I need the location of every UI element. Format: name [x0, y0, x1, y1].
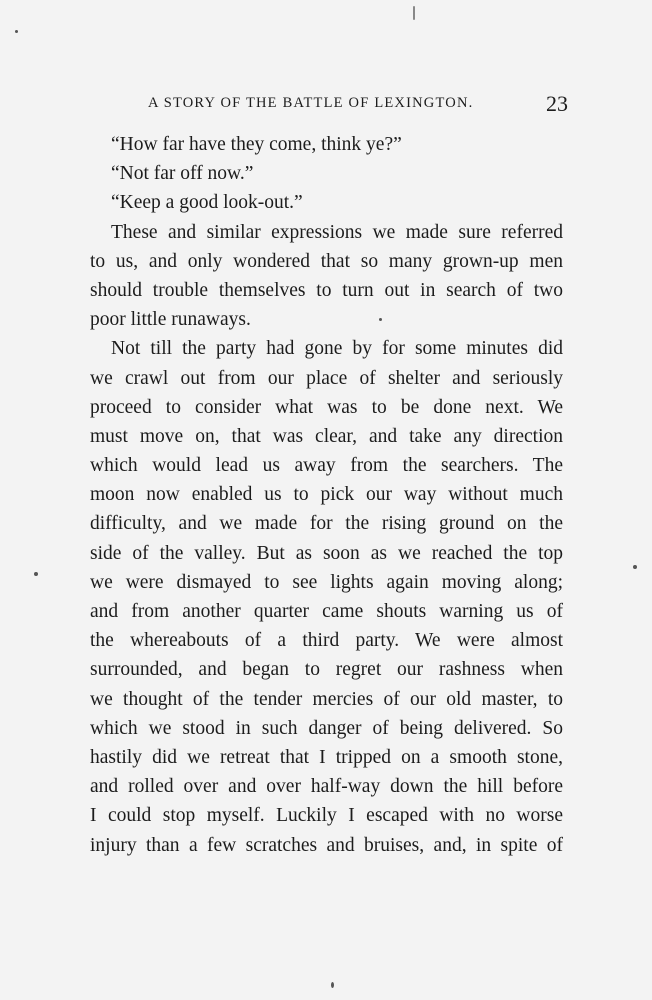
running-title: A STORY OF THE BATTLE OF LEXINGTON.: [148, 95, 474, 111]
text-line: “Keep a good look-out.”: [111, 192, 303, 214]
text-line: and from another quarter came shouts warning us of: [90, 601, 563, 622]
text-line: should trouble themselves to turn out in search of two: [90, 279, 563, 301]
text-line: These and similar expressions we made sure referred: [111, 221, 563, 243]
running-head: [148, 91, 568, 115]
page-number: 23: [546, 91, 568, 116]
text-line: we were dismayed to see lights again moving along;: [90, 571, 563, 593]
text-line: proceed to consider what was to be done next. We: [90, 396, 563, 418]
text-line: side of the valley. But as soon as we reached the top: [90, 542, 563, 564]
text-line: poor little runaways.: [90, 309, 251, 331]
text-line: to us, and only wondered that so many grown-up men: [90, 250, 563, 272]
text-line: injury than a few scratches and bruises, and, in spite of: [90, 834, 563, 856]
text-line: “Not far off now.”: [111, 163, 254, 185]
scan-speck: [413, 6, 415, 20]
scan-speck: [331, 982, 334, 988]
text-line: surrounded, and began to regret our rashness when: [90, 659, 563, 681]
scan-speck: [633, 565, 637, 569]
text-line: the whereabouts of a third party. We were almost: [90, 630, 563, 652]
text-line: must move on, that was clear, and take any direction: [90, 425, 563, 447]
text-line: hastily did we retreat that I tripped on a smooth stone,: [90, 746, 563, 768]
scan-speck: [15, 30, 18, 33]
text-line: I could stop myself. Luckily I escaped with no worse: [90, 805, 563, 827]
text-line: moon now enabled us to pick our way without much: [90, 484, 563, 506]
text-line: which would lead us away from the searchers. The: [90, 455, 563, 477]
body-text: [90, 130, 563, 860]
scan-speck: [34, 572, 38, 576]
text-line: which we stood in such danger of being delivered. So: [90, 717, 563, 739]
scan-speck: [379, 318, 382, 321]
text-line: and rolled over and over half-way down the hill before: [90, 776, 563, 798]
text-line: we thought of the tender mercies of our old master, to: [90, 688, 563, 710]
text-line: difficulty, and we made for the rising ground on the: [90, 513, 563, 535]
text-line: we crawl out from our place of shelter and seriously: [90, 367, 563, 389]
text-line: Not till the party had gone by for some minutes did: [111, 338, 563, 360]
text-line: “How far have they come, think ye?”: [111, 134, 402, 155]
